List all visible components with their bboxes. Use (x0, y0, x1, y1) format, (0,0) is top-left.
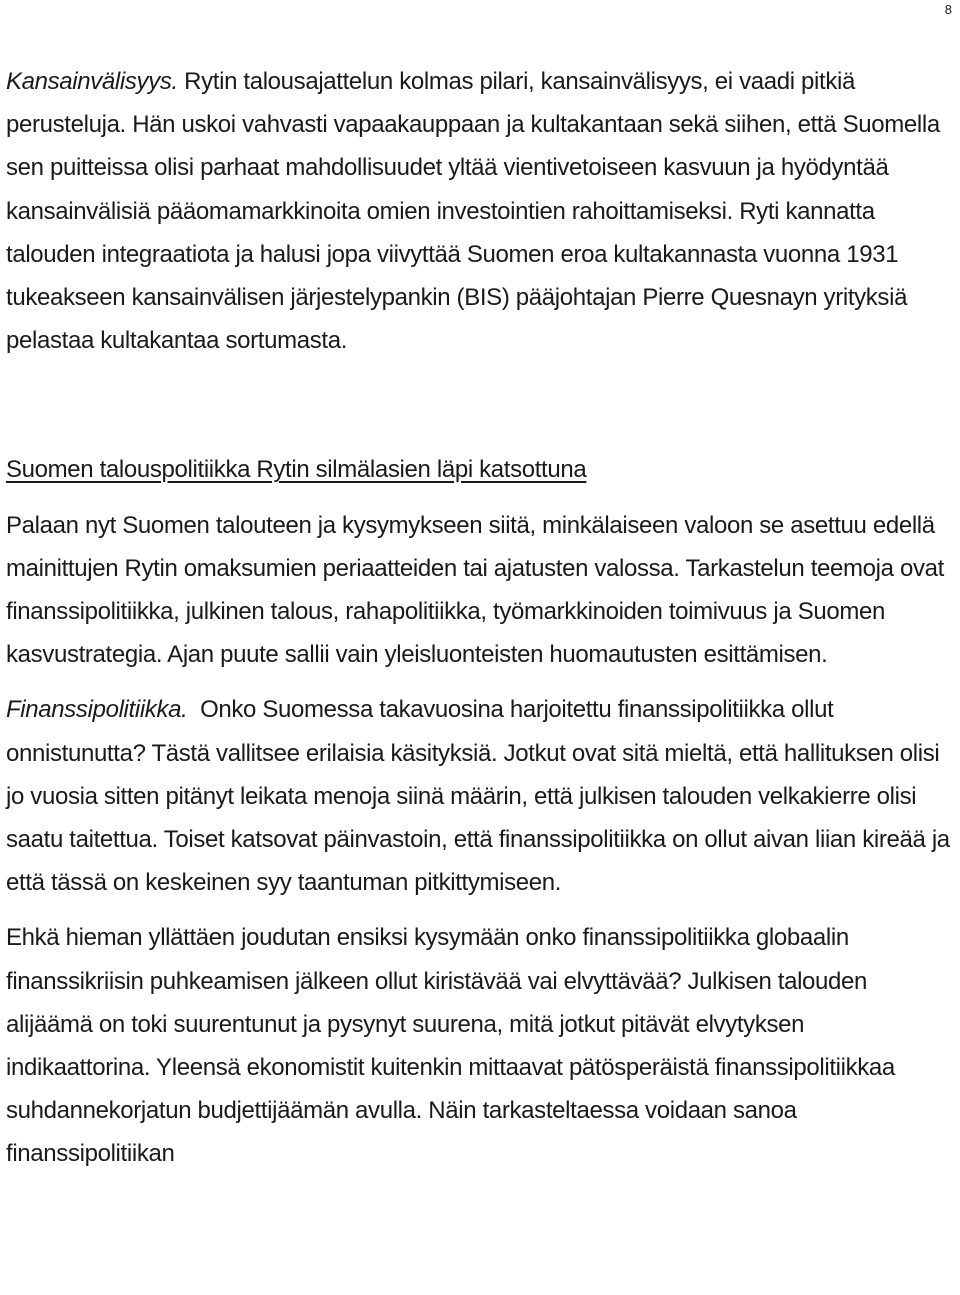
section-label-finanssipolitiikka: Finanssipolitiikka. (6, 696, 188, 724)
paragraph-intro: Palaan nyt Suomen talouteen ja kysymykseen siitä, minkälaiseen valoon se asettuu edellä mainittujen Rytin omaksumien periaatteiden tai ajatusten valossa. Tarkastelun teemoja ovat finanssipolitiikka, julkinen talous, rahapolitiikka, työmarkkinoiden toimivuus ja Suomen kasvustrategia. Ajan puute sallii vain yleisluonteisten huomautusten esittämisen. (6, 511, 944, 669)
document-body (6, 60, 957, 1176)
paragraph-last: Ehkä hieman yllättäen joudutan ensiksi kysymään onko finanssipolitiikka globaalin finanssikriisin puhkeamisen jälkeen ollut kiristävää vai elvyttävää? Julkisen talouden alijäämä on toki suurentunut ja pysynyt suurena, mitä jotkut pitävät elvytyksen indikaattorina. Yleensä ekonomistit kuitenkin mittaavat pätösperäistä finanssipolitiikkaa suhdannekorjatun budjettijäämän avulla. Näin tarkasteltaessa voidaan sanoa finanssipolitiikan (6, 924, 895, 1168)
page-number: 8 (944, 2, 952, 17)
paragraph-text: Rytin talousajattelun kolmas pilari, kansainvälisyys, ei vaadi pitkiä perusteluja. Hän uskoi vahvasti vapaakauppaan ja kultakantaan sekä siihen, että Suomella sen puitteissa olisi parhaat mahdollisuudet yltää vientivetoiseen kasvuun ja hyödyntää kansainvälisiä pääomamarkkinoita omien investointien rahoittamiseksi. Ryti kannatta talouden integraatiota ja halusi jopa viivyttää Suomen eroa kultakannasta vuonna 1931 tukeakseen kansainvälisen järjestelypankin (BIS) pääjohtajan Pierre Quesnayn yrityksiä pelastaa kultakantaa sortumasta. (6, 68, 940, 355)
paragraph-kansainvalisyys (6, 60, 951, 362)
paragraph-finanssipolitiikka (6, 688, 957, 904)
section-heading: Suomen talouspolitiikka Rytin silmälasien läpi katsottuna (6, 456, 587, 484)
paragraph-text: Onko Suomessa takavuosina harjoitettu finanssipolitiikka ollut onnistunutta? Tästä vallitsee erilaisia käsityksiä. Jotkut ovat sitä mieltä, että hallituksen olisi jo vuosia sitten pitänyt leikata menoja siinä määrin, että julkisen talouden velkakierre olisi saatu taitettua. Toiset katsovat päinvastoin, että finanssipolitiikka on ollut aivan liian kireää ja että tässä on keskeinen syy taantuman pitkittymiseen. (6, 696, 957, 897)
section-label-kansainvalisyys: Kansainvälisyys. (6, 68, 178, 95)
